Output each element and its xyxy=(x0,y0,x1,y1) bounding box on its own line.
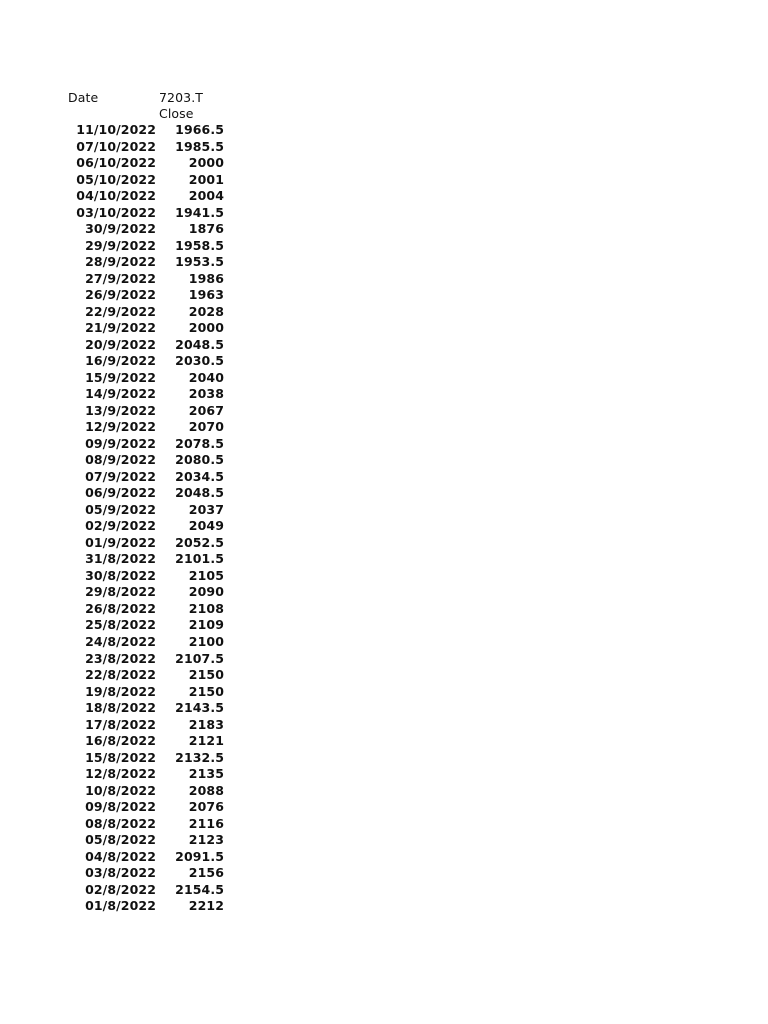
date-cell: 23/8/2022 xyxy=(85,650,156,666)
date-cell: 14/9/2022 xyxy=(85,386,156,402)
date-cell: 16/8/2022 xyxy=(85,733,156,749)
date-cell: 02/9/2022 xyxy=(85,518,156,534)
date-cell: 17/8/2022 xyxy=(85,716,156,732)
table-row xyxy=(68,799,238,816)
close-price-cell: 2037 xyxy=(188,501,224,517)
table-row xyxy=(68,205,238,222)
date-cell: 12/8/2022 xyxy=(85,766,156,782)
table-row xyxy=(68,485,238,502)
table-row xyxy=(68,502,238,519)
date-cell: 07/9/2022 xyxy=(85,468,156,484)
close-price-cell: 2132.5 xyxy=(175,749,224,765)
date-cell: 06/9/2022 xyxy=(85,485,156,501)
table-row xyxy=(68,188,238,205)
date-cell: 20/9/2022 xyxy=(85,336,156,352)
table-row xyxy=(68,403,238,420)
date-cell: 15/8/2022 xyxy=(85,749,156,765)
table-header xyxy=(68,90,238,124)
date-cell: 01/8/2022 xyxy=(85,898,156,914)
table-row xyxy=(68,617,238,634)
date-cell: 31/8/2022 xyxy=(85,551,156,567)
close-price-cell: 2150 xyxy=(188,667,224,683)
close-price-cell: 2048.5 xyxy=(175,485,224,501)
date-cell: 18/8/2022 xyxy=(85,700,156,716)
date-cell: 22/9/2022 xyxy=(85,303,156,319)
table-row xyxy=(68,139,238,156)
table-row xyxy=(68,651,238,668)
close-price-cell: 2123 xyxy=(188,832,224,848)
table-row xyxy=(68,221,238,238)
table-row xyxy=(68,832,238,849)
table-row xyxy=(68,568,238,585)
close-price-cell: 2070 xyxy=(188,419,224,435)
close-price-cell: 1963 xyxy=(188,287,224,303)
close-price-cell: 2090 xyxy=(188,584,224,600)
date-cell: 27/9/2022 xyxy=(85,270,156,286)
date-cell: 10/8/2022 xyxy=(85,782,156,798)
table-row xyxy=(68,518,238,535)
table-row xyxy=(68,320,238,337)
table-row xyxy=(68,816,238,833)
close-price-cell: 2040 xyxy=(188,369,224,385)
table-row xyxy=(68,353,238,370)
close-price-cell: 2080.5 xyxy=(175,452,224,468)
close-price-cell: 2091.5 xyxy=(175,848,224,864)
close-price-cell: 2121 xyxy=(188,733,224,749)
close-price-cell: 2004 xyxy=(188,188,224,204)
close-price-cell: 1953.5 xyxy=(175,254,224,270)
date-cell: 05/10/2022 xyxy=(76,171,156,187)
table-row xyxy=(68,469,238,486)
close-price-cell: 2000 xyxy=(188,155,224,171)
close-price-cell: 2116 xyxy=(188,815,224,831)
close-price-cell: 2183 xyxy=(188,716,224,732)
table-row xyxy=(68,882,238,899)
close-price-cell: 2000 xyxy=(188,320,224,336)
date-cell: 07/10/2022 xyxy=(76,138,156,154)
table-row xyxy=(68,452,238,469)
close-price-cell: 1958.5 xyxy=(175,237,224,253)
close-price-cell: 1876 xyxy=(188,221,224,237)
date-cell: 08/9/2022 xyxy=(85,452,156,468)
date-cell: 30/8/2022 xyxy=(85,567,156,583)
table-row xyxy=(68,370,238,387)
date-cell: 04/10/2022 xyxy=(76,188,156,204)
close-price-cell: 2105 xyxy=(188,567,224,583)
table-row xyxy=(68,684,238,701)
date-cell: 15/9/2022 xyxy=(85,369,156,385)
date-cell: 11/10/2022 xyxy=(76,122,156,137)
date-cell: 21/9/2022 xyxy=(85,320,156,336)
table-row xyxy=(68,386,238,403)
date-cell: 08/8/2022 xyxy=(85,815,156,831)
table-row xyxy=(68,551,238,568)
table-row xyxy=(68,122,238,139)
close-price-cell: 2156 xyxy=(188,865,224,881)
close-price-cell: 2076 xyxy=(188,799,224,815)
table-row xyxy=(68,271,238,288)
date-cell: 28/9/2022 xyxy=(85,254,156,270)
close-price-cell: 2049 xyxy=(188,518,224,534)
close-price-cell: 2038 xyxy=(188,386,224,402)
price-table-body xyxy=(68,122,238,915)
close-price-cell: 1985.5 xyxy=(175,138,224,154)
close-price-cell: 2108 xyxy=(188,600,224,616)
table-row xyxy=(68,634,238,651)
table-row xyxy=(68,535,238,552)
close-price-cell: 2088 xyxy=(188,782,224,798)
close-price-cell: 2052.5 xyxy=(175,534,224,550)
close-column-header: Close xyxy=(159,106,194,121)
table-row xyxy=(68,849,238,866)
table-row xyxy=(68,601,238,618)
table-row xyxy=(68,155,238,172)
ticker-column-header: 7203.T xyxy=(159,90,204,105)
table-row xyxy=(68,238,238,255)
close-price-cell: 2107.5 xyxy=(175,650,224,666)
date-cell: 12/9/2022 xyxy=(85,419,156,435)
table-row xyxy=(68,254,238,271)
date-cell: 26/9/2022 xyxy=(85,287,156,303)
table-row xyxy=(68,766,238,783)
table-row xyxy=(68,287,238,304)
date-cell: 06/10/2022 xyxy=(76,155,156,171)
date-cell: 19/8/2022 xyxy=(85,683,156,699)
close-price-cell: 2001 xyxy=(188,171,224,187)
table-row xyxy=(68,750,238,767)
close-price-cell: 1941.5 xyxy=(175,204,224,220)
close-price-cell: 2030.5 xyxy=(175,353,224,369)
close-price-cell: 2100 xyxy=(188,633,224,649)
date-cell: 25/8/2022 xyxy=(85,617,156,633)
table-row xyxy=(68,898,238,915)
close-price-cell: 2034.5 xyxy=(175,468,224,484)
date-cell: 24/8/2022 xyxy=(85,633,156,649)
table-row xyxy=(68,700,238,717)
date-cell: 30/9/2022 xyxy=(85,221,156,237)
close-price-cell: 1966.5 xyxy=(175,122,224,137)
table-row xyxy=(68,667,238,684)
close-price-cell: 2048.5 xyxy=(175,336,224,352)
close-price-cell: 1986 xyxy=(188,270,224,286)
close-price-cell: 2143.5 xyxy=(175,700,224,716)
table-row xyxy=(68,717,238,734)
date-cell: 29/8/2022 xyxy=(85,584,156,600)
close-price-cell: 2067 xyxy=(188,402,224,418)
table-row xyxy=(68,865,238,882)
close-price-cell: 2109 xyxy=(188,617,224,633)
table-row xyxy=(68,436,238,453)
date-cell: 09/9/2022 xyxy=(85,435,156,451)
date-cell: 01/9/2022 xyxy=(85,534,156,550)
date-cell: 29/9/2022 xyxy=(85,237,156,253)
date-cell: 03/8/2022 xyxy=(85,865,156,881)
table-row xyxy=(68,733,238,750)
close-price-cell: 2078.5 xyxy=(175,435,224,451)
table-row xyxy=(68,304,238,321)
date-cell: 05/8/2022 xyxy=(85,832,156,848)
date-cell: 05/9/2022 xyxy=(85,501,156,517)
date-cell: 22/8/2022 xyxy=(85,667,156,683)
close-price-cell: 2028 xyxy=(188,303,224,319)
close-price-cell: 2150 xyxy=(188,683,224,699)
date-cell: 13/9/2022 xyxy=(85,402,156,418)
close-price-cell: 2212 xyxy=(188,898,224,914)
date-cell: 16/9/2022 xyxy=(85,353,156,369)
table-row xyxy=(68,419,238,436)
date-cell: 09/8/2022 xyxy=(85,799,156,815)
close-price-cell: 2101.5 xyxy=(175,551,224,567)
close-price-cell: 2154.5 xyxy=(175,881,224,897)
date-cell: 02/8/2022 xyxy=(85,881,156,897)
date-cell: 03/10/2022 xyxy=(76,204,156,220)
date-cell: 04/8/2022 xyxy=(85,848,156,864)
table-row xyxy=(68,172,238,189)
table-row xyxy=(68,337,238,354)
table-row xyxy=(68,584,238,601)
close-price-cell: 2135 xyxy=(188,766,224,782)
date-column-header: Date xyxy=(68,90,99,105)
date-cell: 26/8/2022 xyxy=(85,600,156,616)
table-row xyxy=(68,783,238,800)
